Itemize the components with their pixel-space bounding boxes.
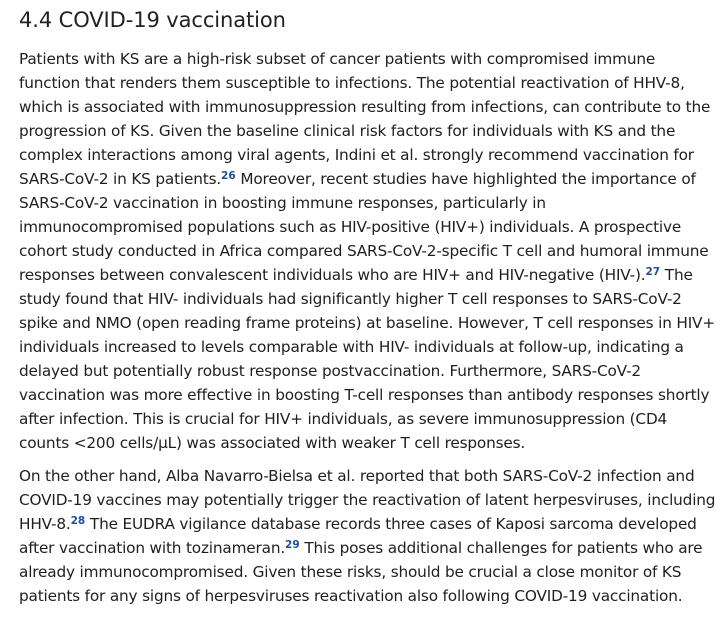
- text-line: counts <200 cells/µL) was associated with weaker T cell responses.: [19, 434, 526, 452]
- text-segment: after vaccination with tozinameran.: [19, 539, 286, 557]
- text-segment: The EUDRA vigilance database records three cases of Kaposi sarcoma developed: [85, 515, 697, 533]
- section-heading: 4.4 COVID-19 vaccination: [19, 8, 286, 32]
- text-line: vaccination was more effective in boosting T-cell responses than antibody responses shortly: [19, 386, 710, 404]
- text-line: patients for any signs of herpesviruses reactivation also following COVID-19 vaccination.: [19, 587, 683, 605]
- text-line: function that renders them susceptible to infections. The potential reactivation of HHV-8,: [19, 74, 685, 92]
- text-line: [19, 167, 719, 191]
- text-line: immunocompromised populations such as HIV-positive (HIV+) individuals. A prospective: [19, 218, 682, 236]
- citation-link-27[interactable]: 27: [645, 266, 661, 278]
- text-line: complex interactions among viral agents, Indini et al. strongly recommend vaccination for: [19, 146, 694, 164]
- text-line: delayed but potentially robust response postvaccination. Furthermore, SARS-CoV-2: [19, 362, 641, 380]
- citation-link-28[interactable]: 28: [70, 515, 86, 527]
- text-line: cohort study conducted in Africa compared SARS-CoV-2-specific T cell and humoral immune: [19, 242, 709, 260]
- text-line: already immunocompromised. Given these risks, should be crucial a close monitor of KS: [19, 563, 682, 581]
- paragraph-2: [19, 464, 719, 608]
- text-line: study found that HIV- individuals had significantly higher T cell responses to SARS-CoV-2: [19, 290, 682, 308]
- text-line: [19, 536, 719, 560]
- citation-link-29[interactable]: 29: [285, 539, 300, 551]
- text-line: spike and NMO (open reading frame proteins) at baseline. However, T cell responses in HIV+: [19, 314, 715, 332]
- text-line: which is associated with immunosuppression resulting from infections, can contribute to the: [19, 98, 711, 116]
- text-segment: The: [660, 266, 693, 284]
- text-line: progression of KS. Given the baseline clinical risk factors for individuals with KS and the: [19, 122, 676, 140]
- text-segment: SARS-CoV-2 in KS patients.: [19, 170, 222, 188]
- text-line: On the other hand, Alba Navarro-Bielsa et al. reported that both SARS-CoV-2 infection and: [19, 467, 695, 485]
- text-line: SARS-CoV-2 vaccination in boosting immune responses, particularly in: [19, 194, 546, 212]
- text-segment: responses between convalescent individuals who are HIV+ and HIV-negative (HIV-).: [19, 266, 646, 284]
- text-line: [19, 263, 719, 287]
- text-segment: This poses additional challenges for patients who are: [299, 539, 703, 557]
- text-line: COVID-19 vaccines may potentially trigger the reactivation of latent herpesviruses, including: [19, 491, 716, 509]
- text-line: after infection. This is crucial for HIV+ individuals, as severe immunosuppression (CD4: [19, 410, 668, 428]
- text-segment: Moreover, recent studies have highlighted the importance of: [235, 170, 696, 188]
- text-line: individuals increased to levels comparable with HIV- individuals at follow-up, indicating a: [19, 338, 684, 356]
- text-line: [19, 512, 719, 536]
- paragraph-1: [19, 47, 719, 455]
- text-segment: HHV-8.: [19, 515, 71, 533]
- citation-link-26[interactable]: 26: [221, 170, 236, 182]
- text-line: Patients with KS are a high-risk subset of cancer patients with compromised immune: [19, 50, 656, 68]
